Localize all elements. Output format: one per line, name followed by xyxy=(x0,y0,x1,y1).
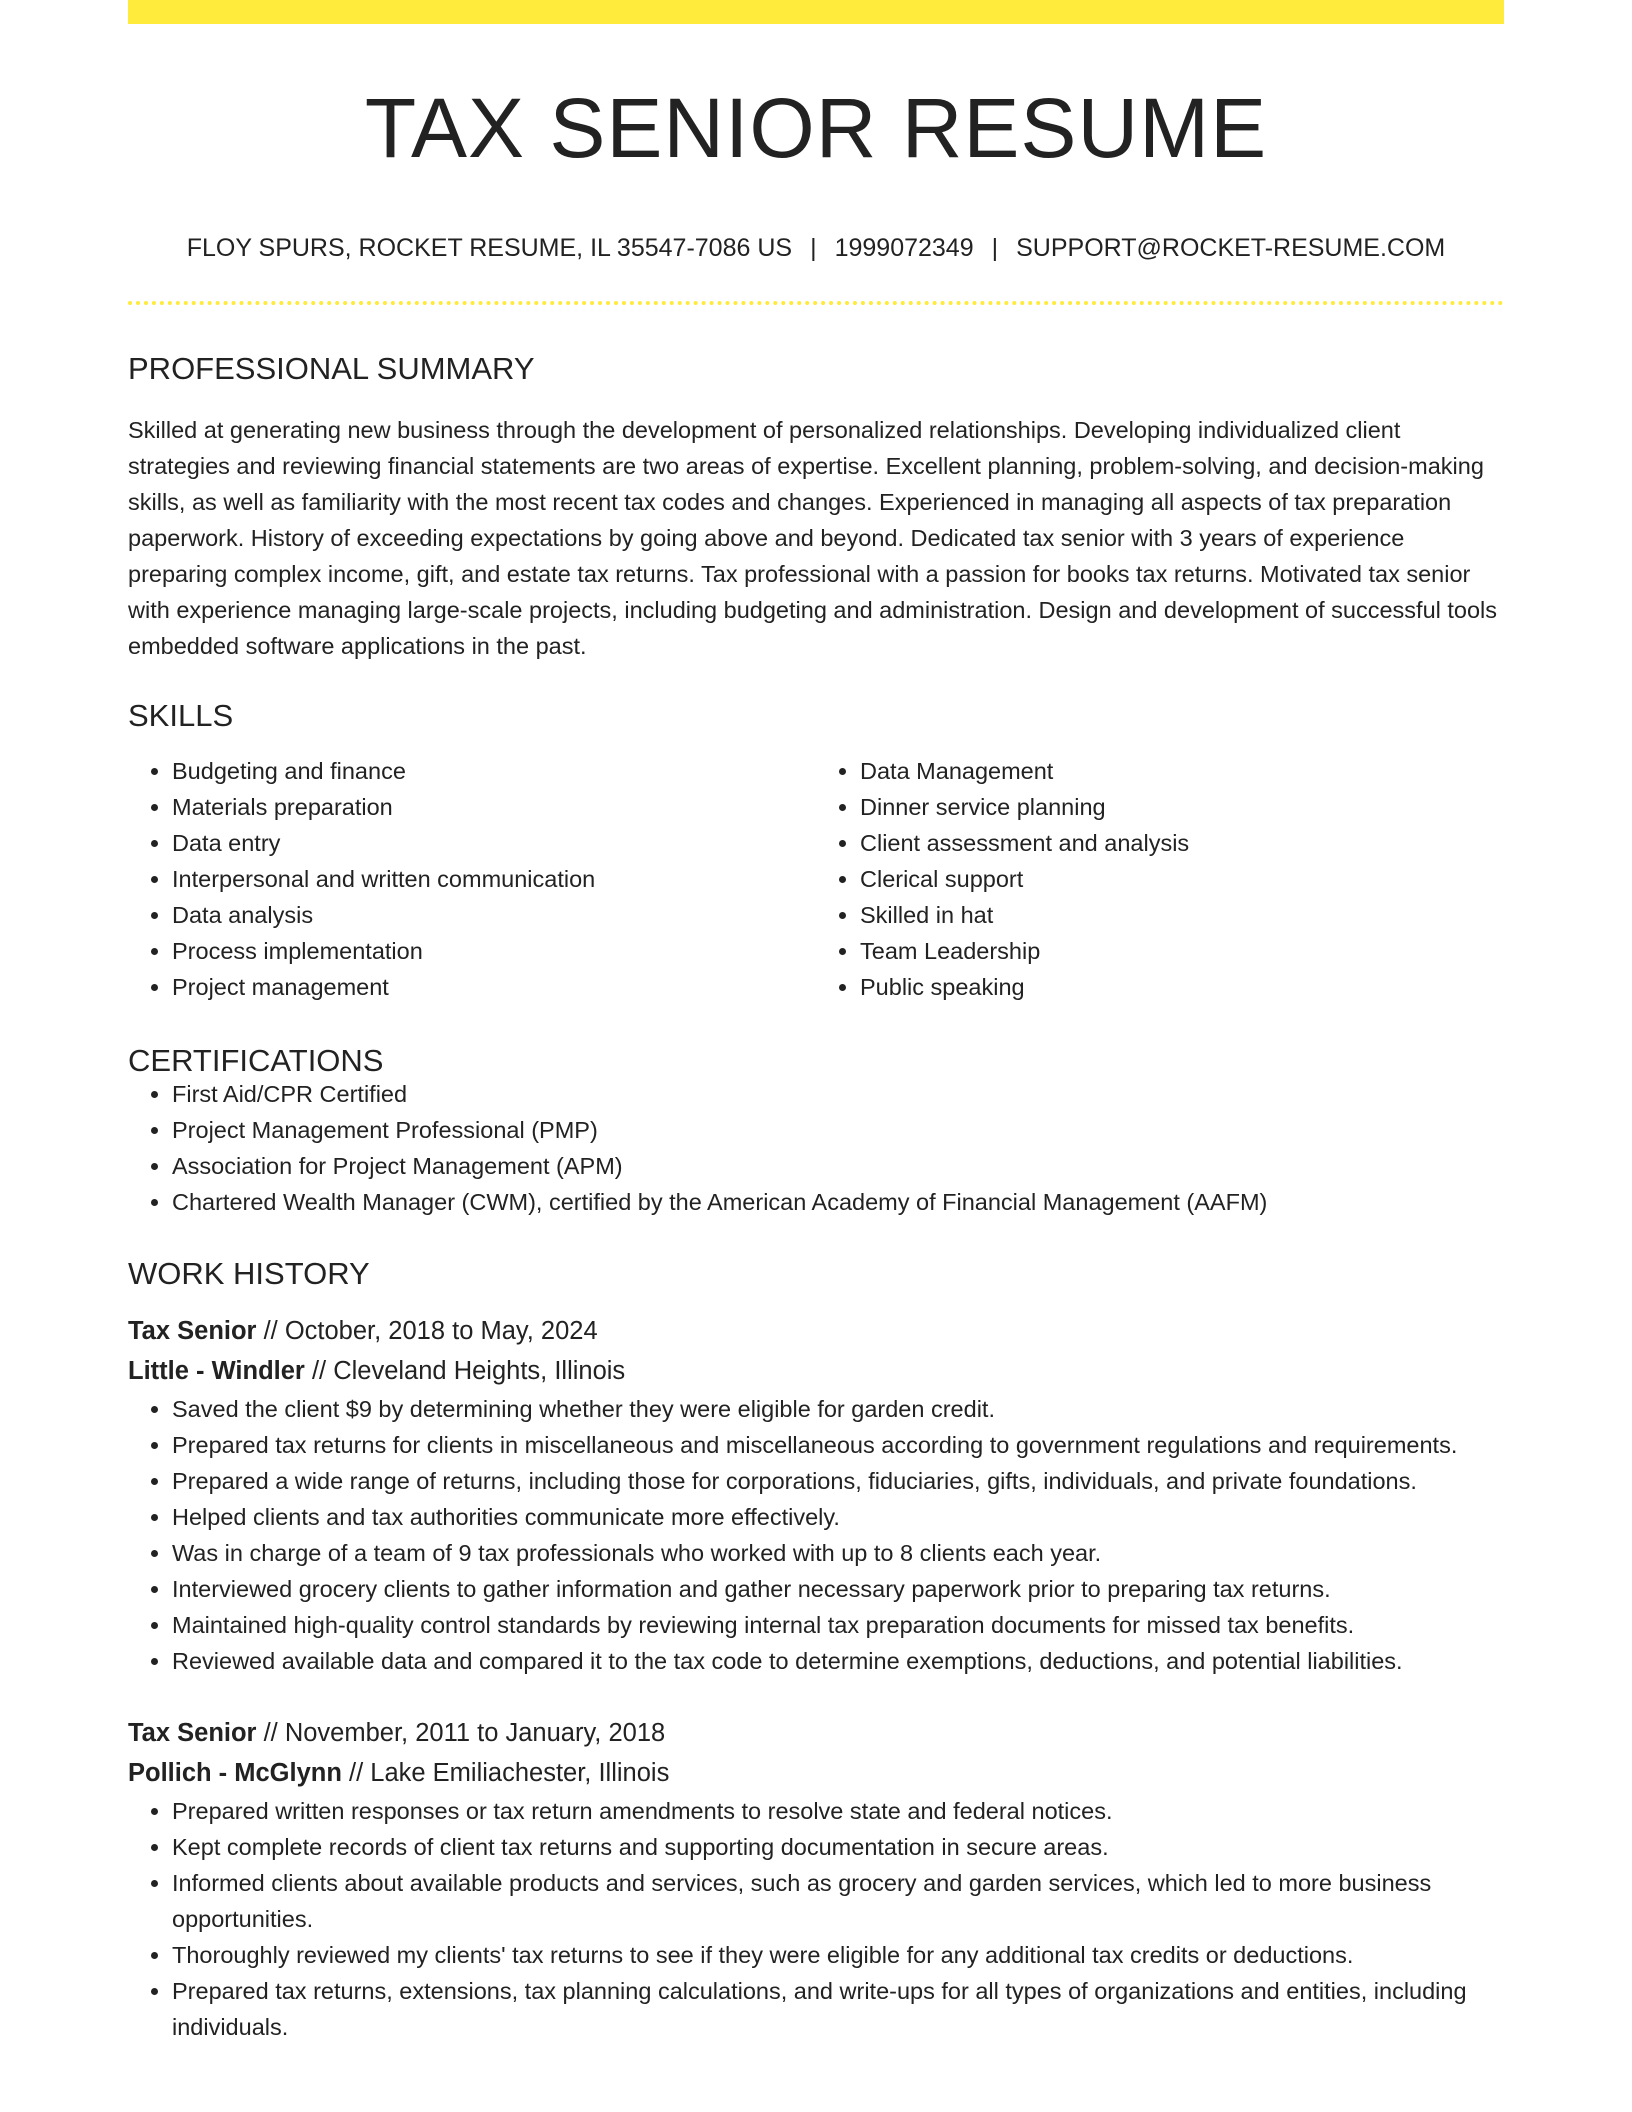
certification-item: • Project Management Professional (PMP) xyxy=(172,1112,1504,1148)
header-divider xyxy=(128,301,1504,305)
job-dates: // October, 2018 to May, 2024 xyxy=(256,1317,598,1345)
skill-item: • Interpersonal and written communication xyxy=(172,861,816,897)
skill-item: • Client assessment and analysis xyxy=(860,825,1504,861)
skill-item: • Data Management xyxy=(860,753,1504,789)
job-location: // Cleveland Heights, Illinois xyxy=(304,1357,626,1385)
job-duties-list xyxy=(128,1391,1504,1679)
resume-page xyxy=(128,0,1504,2045)
skill-item: • Data analysis xyxy=(172,897,816,933)
job-duty: • Kept complete records of client tax returns and supporting documentation in secure areas. xyxy=(172,1829,1504,1865)
skill-item: • Materials preparation xyxy=(172,789,816,825)
job-role: Tax Senior xyxy=(128,1719,257,1747)
job-dates: // November, 2011 to January, 2018 xyxy=(256,1719,666,1747)
skill-item: • Data entry xyxy=(172,825,816,861)
job-duty: • Maintained high-quality control standards by reviewing internal tax preparation documents for missed tax benefits. xyxy=(172,1607,1504,1643)
job-duty: • Was in charge of a team of 9 tax professionals who worked with up to 8 clients each year. xyxy=(172,1535,1504,1571)
contact-separator: | xyxy=(810,234,817,262)
skill-item: • Public speaking xyxy=(860,969,1504,1005)
skill-item: • Clerical support xyxy=(860,861,1504,897)
skills-list-left xyxy=(128,753,816,1005)
contact-separator: | xyxy=(991,234,999,262)
job-role-line xyxy=(128,1713,1504,1753)
summary-heading: PROFESSIONAL SUMMARY xyxy=(128,351,535,386)
skill-item: • Process implementation xyxy=(172,933,816,969)
job-duty: • Informed clients about available products and services, such as grocery and garden services, which led to more business opportunities. xyxy=(172,1865,1504,1937)
contact-email[interactable]: SUPPORT@ROCKET-RESUME.COM xyxy=(1016,234,1446,262)
skills-heading: SKILLS xyxy=(128,698,234,733)
skill-item: • Skilled in hat xyxy=(860,897,1504,933)
job-role-line xyxy=(128,1311,1504,1351)
skill-item: • Budgeting and finance xyxy=(172,753,816,789)
certification-item: • Chartered Wealth Manager (CWM), certified by the American Academy of Financial Management (AAFM) xyxy=(172,1184,1504,1220)
job-duty: • Helped clients and tax authorities communicate more effectively. xyxy=(172,1499,1504,1535)
job-duty: • Prepared tax returns, extensions, tax planning calculations, and write-ups for all types of organizations and entities, including individuals. xyxy=(172,1973,1504,2045)
resume-title: TAX SENIOR RESUME xyxy=(364,81,1268,175)
job-company: Pollich - McGlynn xyxy=(128,1759,342,1787)
job-company: Little - Windler xyxy=(128,1357,305,1385)
certifications-heading: CERTIFICATIONS xyxy=(128,1043,384,1078)
job-duty: • Thoroughly reviewed my clients' tax returns to see if they were eligible for any additional tax credits or deductions. xyxy=(172,1937,1504,1973)
job-entry xyxy=(128,1311,1504,1679)
top-accent-bar xyxy=(128,0,1504,24)
skills-columns xyxy=(128,753,1504,1005)
skill-item: • Dinner service planning xyxy=(860,789,1504,825)
job-duty: • Saved the client $9 by determining whether they were eligible for garden credit. xyxy=(172,1391,1504,1427)
work-history-heading: WORK HISTORY xyxy=(128,1256,370,1291)
job-company-line xyxy=(128,1753,1504,1793)
certifications-list xyxy=(128,1076,1504,1220)
job-duty: • Reviewed available data and compared it to the tax code to determine exemptions, deductions, and potential liabilities. xyxy=(172,1643,1504,1679)
job-company-line xyxy=(128,1351,1504,1391)
job-location: // Lake Emiliachester, Illinois xyxy=(341,1759,670,1787)
skill-item: • Team Leadership xyxy=(860,933,1504,969)
contact-phone[interactable]: 1999072349 xyxy=(834,234,974,262)
contact-address: FLOY SPURS, ROCKET RESUME, IL 35547-7086 US xyxy=(186,234,793,262)
job-duty: • Prepared a wide range of returns, including those for corporations, fiduciaries, gifts, individuals, and private foundations. xyxy=(172,1463,1504,1499)
contact-line xyxy=(128,236,1504,261)
skill-item: • Project management xyxy=(172,969,816,1005)
summary-text: Skilled at generating new business through the development of personalized relationships. Developing individualized client strategies and reviewing financial statements are two areas of expertise. Excellent planning, problem-solving, and decision-making skills, as well as familiarity with the most recent tax codes and changes. Experienced in managing all aspects of tax preparation paperwork. History of exceeding expectations by going above and beyond. Dedicated tax senior with 3 years of experience preparing complex income, gift, and estate tax returns. Tax professional with a passion for books tax returns. Motivated tax senior with experience managing large-scale projects, including budgeting and administration. Design and development of successful tools embedded software applications in the past. xyxy=(128,417,1498,659)
job-duty: • Interviewed grocery clients to gather information and gather necessary paperwork prior to preparing tax returns. xyxy=(172,1571,1504,1607)
job-duties-list xyxy=(128,1793,1504,2045)
skills-list-right xyxy=(816,753,1504,1005)
job-duty: • Prepared tax returns for clients in miscellaneous and miscellaneous according to government regulations and requirements. xyxy=(172,1427,1504,1463)
job-duty: • Prepared written responses or tax return amendments to resolve state and federal notices. xyxy=(172,1793,1504,1829)
certification-item: • Association for Project Management (APM) xyxy=(172,1148,1504,1184)
certification-item: • First Aid/CPR Certified xyxy=(172,1076,1504,1112)
job-role: Tax Senior xyxy=(128,1317,257,1345)
job-entry xyxy=(128,1713,1504,2045)
